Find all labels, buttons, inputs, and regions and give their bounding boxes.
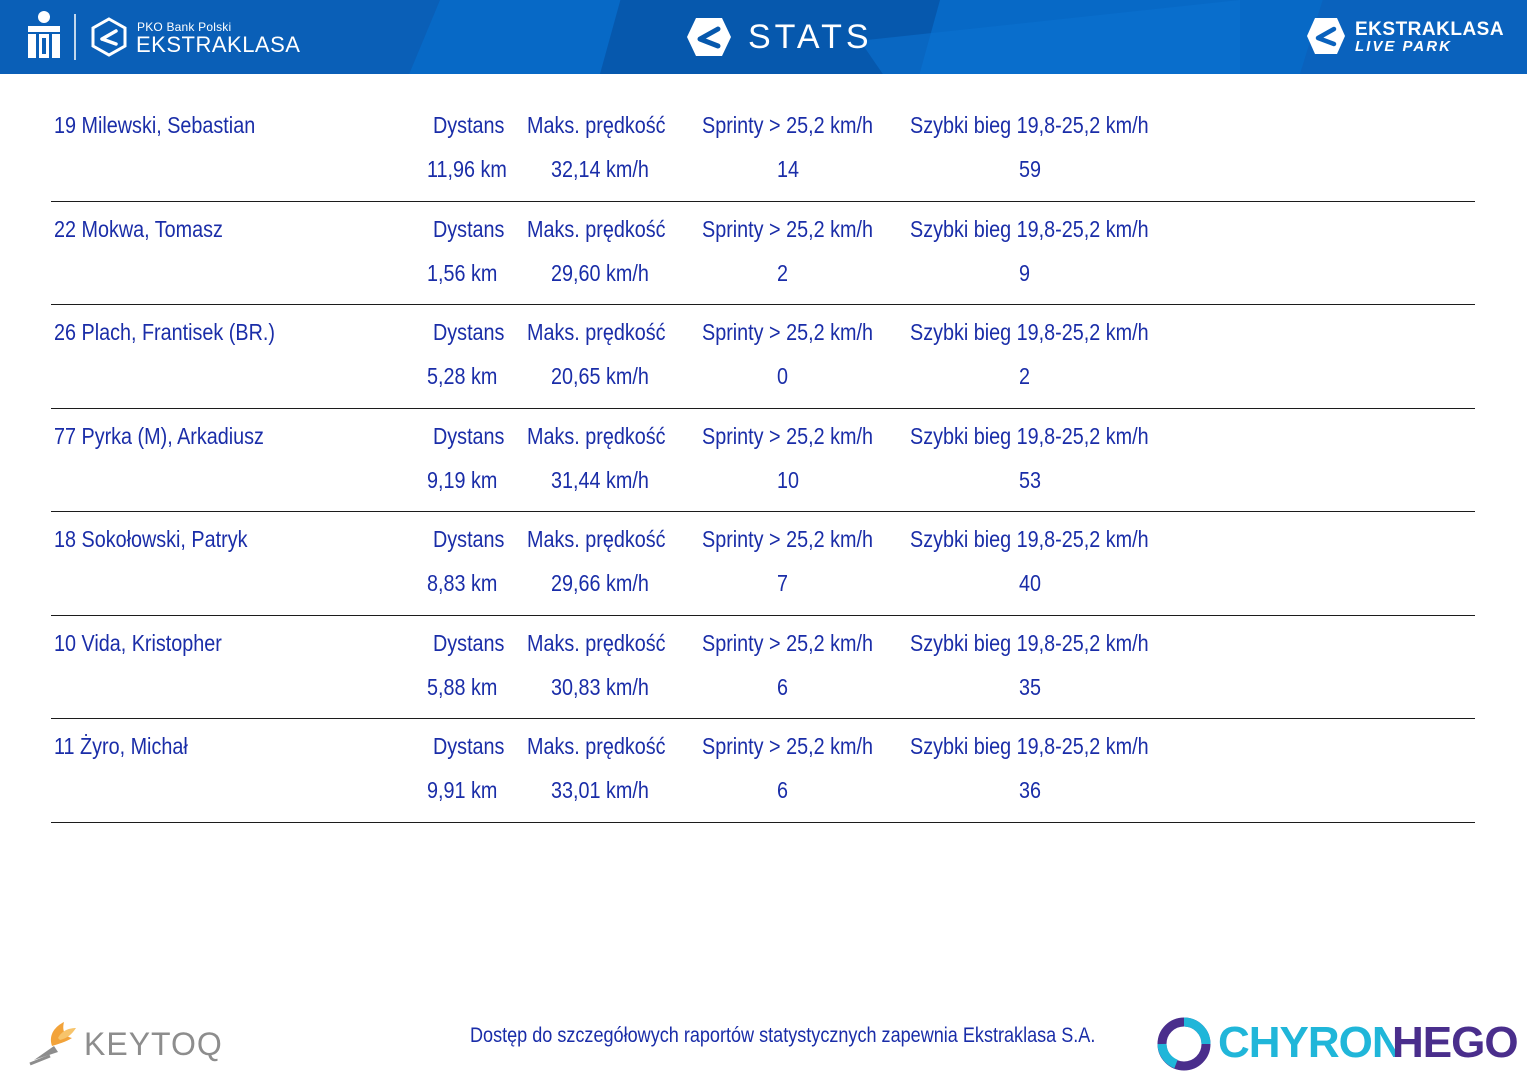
stats-e-icon bbox=[686, 16, 732, 58]
player-name: 77 Pyrka (M), Arkadiusz bbox=[54, 422, 264, 449]
footer-note: Dostęp do szczegółowych raportów statystycznych zapewnia Ekstraklasa S.A. bbox=[470, 1024, 1096, 1047]
sprints-label: Sprinty > 25,2 km/h bbox=[702, 112, 873, 138]
header-brand-label: EKSTRAKLASA bbox=[136, 32, 301, 57]
fast-run-value: 40 bbox=[1019, 570, 1042, 596]
distance-value: 9,19 km bbox=[427, 466, 498, 493]
sprints-value: 6 bbox=[777, 673, 789, 700]
max-speed-label: Maks. prędkość bbox=[527, 215, 666, 242]
fast-run-label: Szybki bieg 19,8-25,2 km/h bbox=[910, 733, 1149, 759]
max-speed-value: 31,44 km/h bbox=[551, 466, 649, 493]
distance-value: 9,91 km bbox=[427, 777, 498, 803]
max-speed-label: Maks. prędkość bbox=[527, 733, 666, 759]
max-speed-value: 30,83 km/h bbox=[551, 673, 649, 700]
max-speed-value: 29,66 km/h bbox=[551, 570, 649, 596]
sprints-value: 2 bbox=[777, 259, 789, 286]
sprints-label: Sprinty > 25,2 km/h bbox=[702, 733, 873, 759]
max-speed-label: Maks. prędkość bbox=[527, 422, 666, 449]
max-speed-label: Maks. prędkość bbox=[527, 526, 666, 552]
sprints-label: Sprinty > 25,2 km/h bbox=[702, 526, 873, 552]
sprints-label: Sprinty > 25,2 km/h bbox=[702, 319, 873, 345]
header-live-line1: EKSTRAKLASA bbox=[1355, 19, 1505, 40]
live-park-logo-icon bbox=[1306, 16, 1346, 56]
max-speed-value: 32,14 km/h bbox=[551, 156, 649, 182]
fast-run-value: 36 bbox=[1019, 777, 1042, 803]
player-name: 22 Mokwa, Tomasz bbox=[54, 215, 223, 242]
distance-value: 8,83 km bbox=[427, 570, 498, 596]
fast-run-label: Szybki bieg 19,8-25,2 km/h bbox=[910, 526, 1149, 552]
player-stats-list bbox=[51, 98, 1475, 823]
player-row bbox=[51, 98, 1475, 202]
distance-label: Dystans bbox=[433, 215, 505, 242]
header-divider bbox=[74, 14, 76, 60]
fast-run-value: 9 bbox=[1019, 259, 1031, 286]
max-speed-label: Maks. prędkość bbox=[527, 112, 666, 138]
distance-label: Dystans bbox=[433, 733, 505, 759]
sprints-value: 0 bbox=[777, 363, 789, 389]
distance-label: Dystans bbox=[433, 629, 505, 656]
sprints-label: Sprinty > 25,2 km/h bbox=[702, 629, 873, 656]
distance-value: 1,56 km bbox=[427, 259, 498, 286]
max-speed-value: 33,01 km/h bbox=[551, 777, 649, 803]
header-live-line2: LIVE PARK bbox=[1355, 38, 1452, 55]
fast-run-value: 2 bbox=[1019, 363, 1031, 389]
max-speed-value: 20,65 km/h bbox=[551, 363, 649, 389]
chyronhego-logo-icon bbox=[1156, 1016, 1212, 1072]
distance-value: 5,28 km bbox=[427, 363, 498, 389]
header-title: STATS bbox=[748, 18, 873, 56]
sprints-label: Sprinty > 25,2 km/h bbox=[702, 215, 873, 242]
fast-run-label: Szybki bieg 19,8-25,2 km/h bbox=[910, 422, 1149, 449]
max-speed-value: 29,60 km/h bbox=[551, 259, 649, 286]
distance-label: Dystans bbox=[433, 422, 505, 449]
keytoq-logo-icon bbox=[28, 1016, 80, 1068]
player-row bbox=[51, 305, 1475, 409]
fast-run-label: Szybki bieg 19,8-25,2 km/h bbox=[910, 215, 1149, 242]
player-name: 11 Żyro, Michał bbox=[54, 733, 188, 759]
chyron-wordmark-part1: CHYRON bbox=[1218, 1018, 1403, 1067]
player-name: 26 Plach, Frantisek (BR.) bbox=[54, 319, 275, 345]
fast-run-value: 53 bbox=[1019, 466, 1042, 493]
max-speed-label: Maks. prędkość bbox=[527, 319, 666, 345]
header-bank-label: PKO Bank Polski bbox=[137, 20, 232, 34]
fast-run-value: 59 bbox=[1019, 156, 1042, 182]
distance-label: Dystans bbox=[433, 319, 505, 345]
fast-run-label: Szybki bieg 19,8-25,2 km/h bbox=[910, 112, 1149, 138]
chyron-wordmark-part2: HEGO bbox=[1392, 1018, 1518, 1067]
sprints-value: 10 bbox=[777, 466, 800, 493]
max-speed-label: Maks. prędkość bbox=[527, 629, 666, 656]
player-row bbox=[51, 512, 1475, 616]
sprints-value: 7 bbox=[777, 570, 789, 596]
header-bar bbox=[0, 0, 1527, 74]
fast-run-label: Szybki bieg 19,8-25,2 km/h bbox=[910, 629, 1149, 656]
sprints-value: 6 bbox=[777, 777, 789, 803]
player-row bbox=[51, 409, 1475, 513]
distance-value: 11,96 km bbox=[427, 156, 507, 182]
sprints-value: 14 bbox=[777, 156, 800, 182]
fast-run-value: 35 bbox=[1019, 673, 1042, 700]
player-name: 19 Milewski, Sebastian bbox=[54, 112, 256, 138]
keytoq-wordmark: KEYTOQ bbox=[84, 1026, 223, 1062]
sprints-label: Sprinty > 25,2 km/h bbox=[702, 422, 873, 449]
player-name: 18 Sokołowski, Patryk bbox=[54, 526, 248, 552]
ekstraklasa-logo-icon bbox=[88, 16, 130, 58]
distance-value: 5,88 km bbox=[427, 673, 498, 700]
player-row bbox=[51, 202, 1475, 306]
distance-label: Dystans bbox=[433, 526, 505, 552]
player-row bbox=[51, 719, 1475, 823]
player-name: 10 Vida, Kristopher bbox=[54, 629, 222, 656]
pko-logo-icon bbox=[24, 10, 64, 60]
distance-label: Dystans bbox=[433, 112, 505, 138]
fast-run-label: Szybki bieg 19,8-25,2 km/h bbox=[910, 319, 1149, 345]
player-row bbox=[51, 616, 1475, 720]
